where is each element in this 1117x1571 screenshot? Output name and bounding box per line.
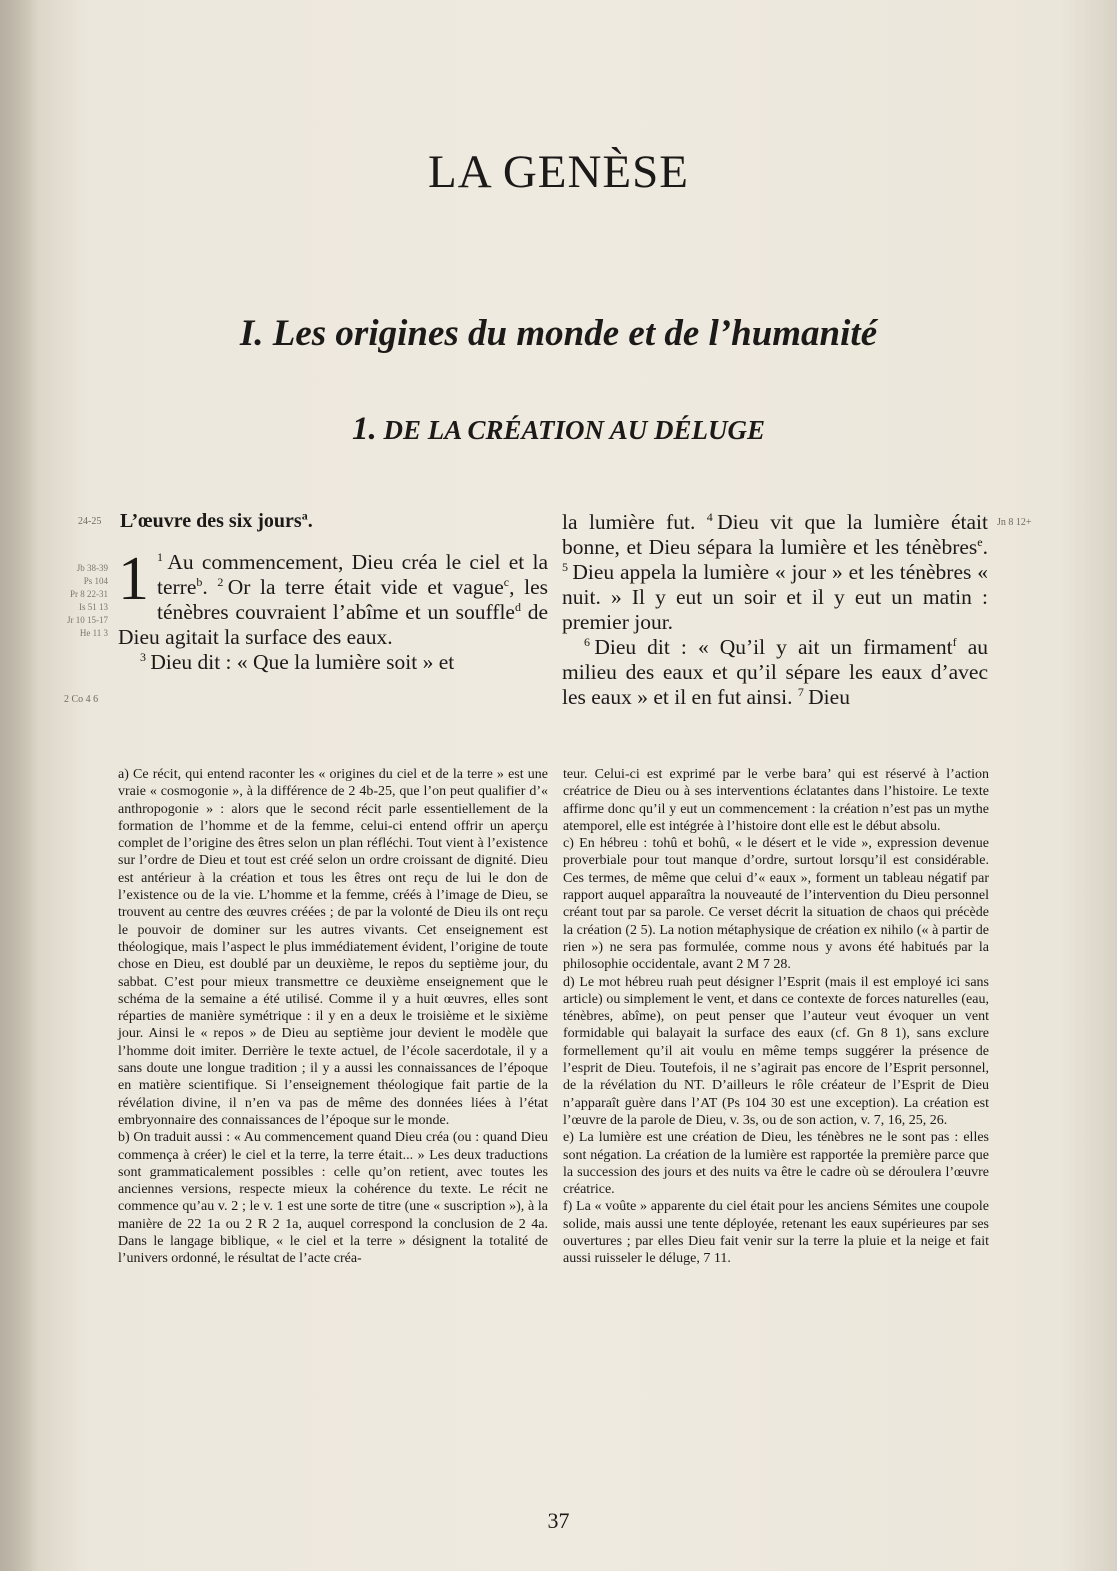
pericope-margin-ref: 24-25 [78, 516, 102, 527]
margin-ref: Jr 10 15-17 [67, 615, 108, 625]
verse-number: 6 [584, 634, 590, 649]
verse-text: . [202, 575, 208, 599]
footnote: f) La « voûte » apparente du ciel était pour les anciens Sémites une coupole solide, mais aussi une tente déployée, retenant les eaux supérieures par ses ouvertures ; par elles Dieu fait venir sur la terre la pluie et la neige et fait aussi ruisseler le déluge, 7 11. [563, 1199, 989, 1267]
pericope-title: L’œuvre des six jours$^a$. [120, 508, 313, 532]
book-title: LA GENÈSE [428, 146, 689, 198]
verse-column-right [562, 510, 988, 710]
verse-paragraph [118, 650, 548, 675]
verse-text: Or la terre était vide et vague [227, 575, 504, 599]
margin-ref: Pr 8 22-31 [70, 589, 108, 599]
verse-text: au milieu des eaux et qu’il sépare les eaux d’avec les eaux » et il en fut ainsi. [562, 635, 988, 709]
verse-paragraph [118, 545, 549, 650]
verse-paragraph [562, 635, 988, 710]
verse-text: la lumière fut. [562, 510, 696, 534]
note-mark: c [503, 574, 510, 589]
section-title [0, 411, 1117, 448]
note-mark: b [196, 574, 203, 589]
part-title: I. Les origines du monde et de l’humanité [239, 313, 878, 354]
margin-ref-v3: 2 Co 4 6 [64, 694, 99, 705]
margin-ref-right: Jn 8 12+ [997, 517, 1032, 528]
verse-number: 2 [217, 574, 224, 589]
verse-text: de Dieu agitait la surface des eaux. [118, 600, 549, 649]
footnote: a) Ce récit, qui entend raconter les « origines du ciel et de la terre » est une vraie « cosmogonie », à la différence de 2 4b-25, que l’on peut qualifier d’« anthropogonie » : alors que le second récit parle essentiellement de la formation de l’homme et de la femme, celui-ci entend offrir un aperçu complet de l’origine des êtres selon un plan réfléchi. Tout vient à l’existence sur l’ordre de Dieu et tout est créé selon un ordre croissant de dignité. Dieu est antérieur à la création et tous les êtres ont reçu de lui le don de l’existence ou de la vie. L’homme et la femme, créés à l’image de Dieu, se trouvent au centre des œuvres créées ; de par la volonté de Dieu ils ont reçu le pouvoir de dominer sur les autres vivants. Cet enseignement est théologique, mais l’aspect le plus immédiatement évident, l’origine de toute chose en Dieu, est doublé par un deuxième, le repos du septième jour, du sabbat. C’est pour mieux transmettre ce deuxième enseignement que le schéma de la semaine a été utilisé. Comme il y a huit œuvres, elles sont réparties de manière symétrique : il y en a deux le troisième et le sixième jour. Ainsi le « repos » de Dieu au septième jour devient le modèle que l’homme doit imiter. Derrière le texte actuel, de l’école sacerdotale, il y a sans doute une longue tradition ; il y a aussi les connaissances de l’époque en matière scientifique. Si l’enseignement théologique fait partie de la révélation divine, il n’en va pas de même des données liées à l’état embryonnaire des connaissances de l’époque sur le monde. [118, 767, 548, 1128]
footnote: d) Le mot hébreu ruah peut désigner l’Esprit (mais il est employé ici sans article) ou simplement le vent, et dans ce contexte de forces naturelles (eau, ténèbres, abîme), on peut penser que l’auteur veut évoquer un vent formidable qui balayait la surface des eaux (cf. Gn 8 1), sans exclure formellement qu’il ait voulu en même temps suggérer la présence de l’esprit de Dieu. Toutefois, il ne s’agirait pas encore de l’Esprit personnel, de la révélation du NT. D’ailleurs le rôle créateur de l’Esprit de Dieu n’apparaît guère dans l’AT (Ps 104 30 est une exception). La création est l’œuvre de la parole de Dieu, v. 3s, ou de son action, v. 7, 16, 25, 26. [563, 974, 989, 1128]
verse-text: Dieu dit : « Qu’il y ait un firmament [594, 635, 953, 659]
verse-text: , les ténèbres couvraient l’abîme et un souffle [157, 575, 548, 624]
verse-text: Dieu dit : « Que la lumière soit » et [150, 650, 455, 674]
verse-text: Au commencement, Dieu créa le ciel et la terre [157, 550, 548, 599]
verse-number: 7 [797, 684, 804, 699]
margin-ref: Jb 38-39 [76, 563, 108, 573]
margin-ref: Ps 104 [83, 576, 108, 586]
note-mark: e [977, 534, 983, 549]
margin-ref: Is 51 13 [79, 602, 108, 612]
pericope-title-text: L’œuvre des six jours [120, 510, 302, 532]
note-mark: f [952, 634, 957, 649]
verse-column-left [118, 545, 549, 675]
verse-text: Dieu [808, 685, 850, 709]
margin-references-left [52, 562, 108, 640]
chapter-number: 1 [118, 545, 149, 613]
footnote: e) La lumière est une création de Dieu, les ténèbres ne le sont pas : elles sont négation. La création de la lumière est rapportée la première parce que la succession des jours et des nuits va être le cadre où se déroulera l’œuvre créatrice. [563, 1130, 989, 1198]
page-number: 37 [547, 1508, 570, 1533]
verse-number: 5 [562, 559, 568, 574]
pericope-note-mark: a [301, 508, 308, 523]
verse-paragraph [562, 510, 988, 635]
footnotes-left [118, 766, 548, 1268]
footnotes-right [563, 766, 989, 1268]
footnote: c) En hébreu : tohû et bohû, « le désert et le vide », expression devenue proverbiale pour tout manque d’ordre, surtout lorsqu’il est considérable. Ces termes, de même que celui d’« eaux », forment un tableau négatif par rapport auquel apparaîtra la nouveauté de l’intervention du Dieu personnel créant tout par sa parole. Ce verset décrit la situation de chaos qui précède la création (2 5). La notion métaphysique de création ex nihilo (« à partir de rien ») ne sera pas formulée, comme nous y avons été habitués par la philosophie occidentale, avant 2 M 7 28. [563, 836, 989, 973]
footnote: b) On traduit aussi : « Au commencement quand Dieu créa (ou : quand Dieu commença à créer) le ciel et la terre, la terre était... » Les deux traductions sont grammaticalement possibles : celle qu’on retient, avec toutes les anciennes versions, respecte mieux la cohérence du texte. Le récit ne commence qu’au v. 2 ; le v. 1 est une sorte de titre (une « suscription »), à la manière de 22 1a ou 2 R 2 1a, auquel correspond la conclusion de 2 4a. Dans le langage biblique, « le ciel et la terre » désignent la totalité de l’univers ordonné, le résultat de l’acte créa- [118, 1130, 548, 1267]
section-title-text: DE LA CRÉATION AU DÉLUGE [383, 415, 766, 445]
verse-number: 3 [140, 649, 146, 664]
footnote: teur. Celui-ci est exprimé par le verbe bara’ qui est réservé à l’action créatrice de Dieu ou à ses interventions éclatantes dans l’histoire. Le texte affirme donc qu’il y eut un commencement : la création n’est pas un mythe atemporel, elle est intégrée à l’histoire dont elle est le début absolu. [563, 767, 989, 834]
verse-number: 1 [157, 549, 163, 564]
verse-text: Dieu appela la lumière « jour » et les ténèbres « nuit. » Il y eut un soir et il y eut un matin : premier jour. [562, 560, 988, 634]
binding-shadow [0, 0, 38, 1571]
note-mark: d [514, 599, 521, 614]
verse-number: 4 [706, 509, 713, 524]
margin-ref: He 11 3 [79, 628, 108, 638]
section-number: 1. [351, 411, 377, 447]
verse-text: . [982, 535, 988, 559]
verse-text: Dieu vit que la lumière était bonne, et Dieu sépara la lumière et les ténèbres [562, 510, 988, 559]
